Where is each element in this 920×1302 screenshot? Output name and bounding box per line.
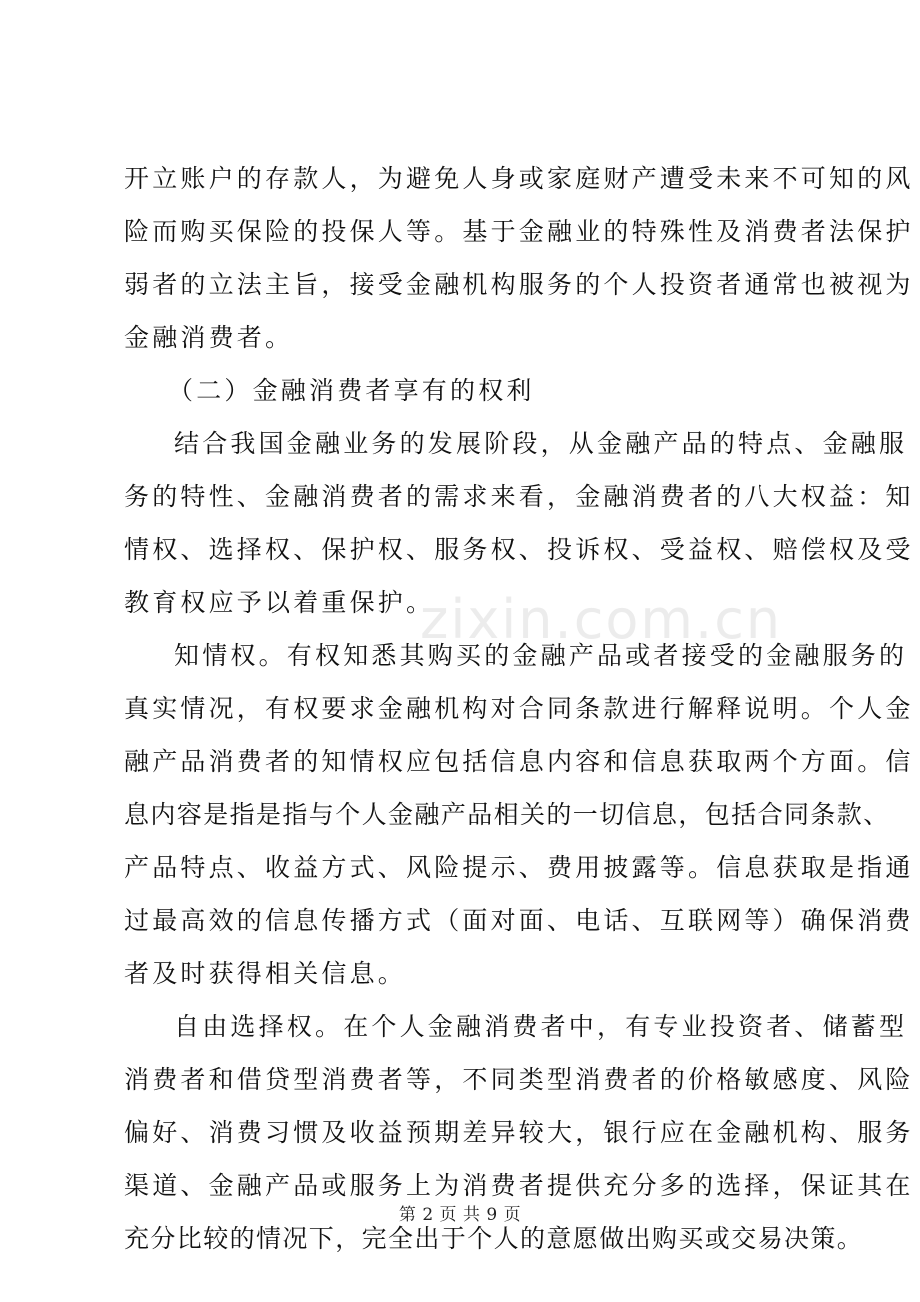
text-line: 融产品消费者的知情权应包括信息内容和信息获取两个方面。信: [124, 747, 914, 776]
text-line: 充分比较的情况下，完全出于个人的意愿做出购买或交易决策。: [124, 1224, 864, 1253]
text-line: 息内容是指是指与个人金融产品相关的一切信息，包括合同条款、: [124, 800, 890, 829]
text-line: 金融消费者。: [124, 323, 294, 352]
watermark: zixin.com.cn: [420, 588, 783, 651]
section-heading: （二）金融消费者享有的权利: [168, 376, 535, 405]
text-line: 开立账户的存款人，为避免人身或家庭财产遭受未来不可知的风: [124, 164, 914, 193]
text-line: 结合我国金融业务的发展阶段，从金融产品的特点、金融服: [174, 429, 908, 458]
text-line: 弱者的立法主旨，接受金融机构服务的个人投资者通常也被视为: [124, 270, 914, 299]
text-line: 险而购买保险的投保人等。基于金融业的特殊性及消费者法保护: [124, 217, 914, 246]
text-line: 渠道、金融产品或服务上为消费者提供充分多的选择，保证其在: [124, 1171, 914, 1200]
text-line: 产品特点、收益方式、风险提示、费用披露等。信息获取是指通: [124, 853, 914, 882]
text-line: 教育权应予以着重保护。: [124, 588, 435, 617]
text-line: 者及时获得相关信息。: [124, 959, 407, 988]
text-line: 过最高效的信息传播方式（面对面、电话、互联网等）确保消费: [124, 906, 914, 935]
text-line: 务的特性、金融消费者的需求来看，金融消费者的八大权益：知: [124, 482, 914, 511]
text-line: 知情权。有权知悉其购买的金融产品或者接受的金融服务的: [174, 641, 908, 670]
page-footer: 第 2 页 共 9 页: [398, 1205, 522, 1225]
text-line: 偏好、消费习惯及收益预期差异较大，银行应在金融机构、服务: [124, 1118, 914, 1147]
text-line: 情权、选择权、保护权、服务权、投诉权、受益权、赔偿权及受: [124, 535, 914, 564]
body-text: [124, 152, 914, 1265]
text-line: 消费者和借贷型消费者等，不同类型消费者的价格敏感度、风险: [124, 1065, 914, 1094]
text-line: 自由选择权。在个人金融消费者中，有专业投资者、储蓄型: [174, 1012, 908, 1041]
text-line: 真实情况，有权要求金融机构对合同条款进行解释说明。个人金: [124, 694, 914, 723]
